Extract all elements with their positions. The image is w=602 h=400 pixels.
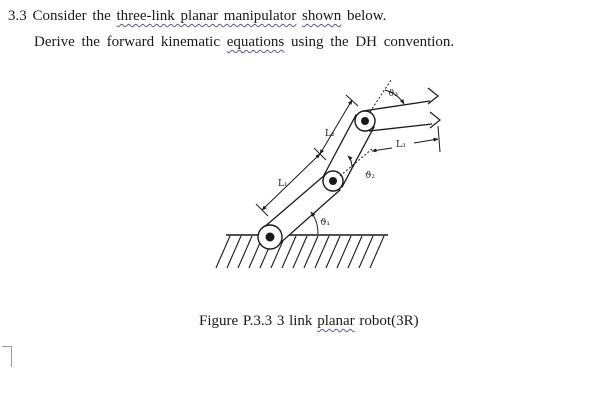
label-l3: L₃ (396, 140, 406, 150)
label-theta-1: ϑ₁ (320, 218, 331, 228)
joint-2 (323, 171, 343, 191)
spellcheck-term[interactable]: three-link planar manipulator (116, 8, 297, 24)
label-theta-2: ϑ₂ (365, 171, 376, 181)
joint-3 (355, 111, 375, 131)
spellcheck-term[interactable]: shown (302, 8, 342, 24)
problem-number: 3.3 (8, 8, 27, 24)
text-cursor-marker (2, 346, 12, 367)
end-effector (428, 88, 440, 128)
spellcheck-term[interactable]: planar (317, 313, 355, 329)
label-theta-3: ϑ₃ (388, 89, 399, 99)
text-segment: Derive the forward kinematic (34, 34, 227, 50)
figure-caption (199, 313, 419, 330)
label-l1: L₁ (278, 179, 288, 189)
caption-text: Figure P.3.3 3 link (199, 313, 318, 329)
spellcheck-term[interactable]: equations (226, 34, 285, 50)
text-segment: below. (341, 8, 387, 24)
text-segment: Consider the (32, 8, 117, 24)
ground (216, 235, 388, 268)
text-segment: using the DH convention. (284, 34, 455, 50)
caption-text: robot(3R) (354, 313, 419, 329)
label-l2: L₂ (325, 129, 335, 139)
joint-1 (258, 225, 282, 249)
